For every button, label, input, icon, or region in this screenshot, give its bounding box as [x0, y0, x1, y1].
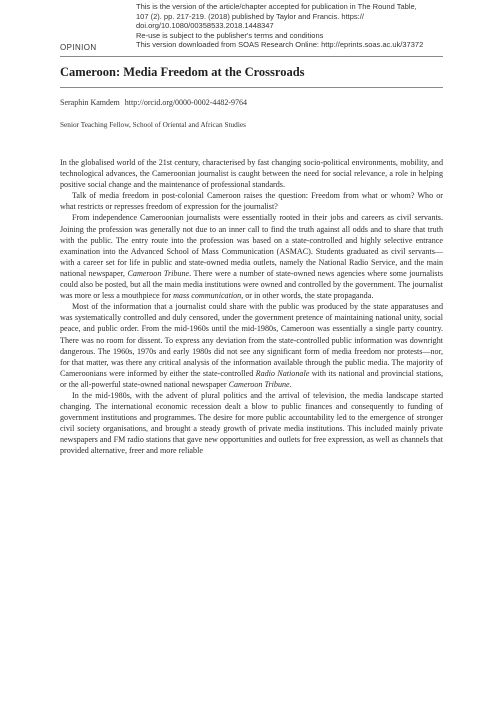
title-rule [60, 87, 443, 88]
paragraph-text: with its national and provincial stations, or the all-powerful state-owned national newspaper [60, 368, 444, 389]
paragraph-2: Talk of media freedom in post-colonial Cameroon raises the question: Freedom from what or whom? Who or what restricts or represses freedom of expression for the journalist? [60, 191, 443, 212]
notice-doi-link[interactable]: doi.org/10.1080/00358533.2018.1448347 [136, 21, 274, 31]
header-rule [60, 56, 443, 57]
paragraph-5: In the mid-1980s, with the advent of plural politics and the arrival of television, the media landscape started changing. The international economic recession dealt a blow to public finances and consequently to funding of government institutions and programmes. The desire for more public accountability led to the emergence of stronger civil society organisations, and brought a steady growth of private media institutions. This included mainly private newspapers and FM radio stations that gave new opportunities and outlets for free expression, as well as channels that provided alternative, freer and more reliable [60, 390, 443, 456]
notice-line: Re-use is subject to the publisher's terms and conditions [136, 30, 324, 40]
author-line [60, 98, 247, 107]
notice-line: This is the version of the article/chapter accepted for publication in The Round Table, [136, 2, 417, 11]
publication-name: Radio Nationale [255, 368, 310, 378]
paragraph-text: . There were a number of state-owned news agencies where some journalists could also be posted, but all the main media institutions were owned and controlled by the government. The journalist was more or less a mouthpiece for [60, 268, 443, 301]
paragraph-text: From independence Cameroonian journalists were essentially rooted in their jobs and careers as civil servants. Joining the profession was generally not due to an inner call to find the truth against all odds and to share that truth with the public. The entry route into the profession was based on a state-controlled and highly selective entrance examination into the Advanced School of Mass Communication (ASMAC). Students graduated as civil servants—with a career set for life in public and state-owned media outlets, namely the National Radio Service, and the main national newspaper, [60, 213, 443, 278]
article-body [60, 157, 443, 457]
paragraph-text: Most of the information that a journalist could share with the public was produced by the state apparatuses and was systematically controlled and duly censored, under the government pretence of maintaining national unity, social peace, and public order. From the mid-1960s until the mid-1980s, Cameroon was essentially a single party country. There was no room for dissent. To express any deviation from the state-controlled public information was downright dangerous. The 1960s, 1970s and early 1980s did not see any significant form of media freedom nor protests—nor, for that matter, was there any critical analysis of the information available through the public media. The majority of Cameroonians were informed by either the state-controlled [60, 302, 443, 378]
publication-name: Cameroon Tribune [127, 268, 190, 278]
publication-notice [136, 2, 488, 50]
orcid-link[interactable]: http://orcid.org/0000-0002-4482-9764 [124, 98, 248, 107]
paragraph-text: . [289, 379, 292, 389]
paragraph-text: , or in other words, the state propaganda. [241, 291, 374, 301]
notice-repository-link[interactable]: This version downloaded from SOAS Research Online: http://eprints.soas.ac.uk/37372 [136, 40, 424, 50]
paragraph-1: In the globalised world of the 21st century, characterised by fast changing socio-political environments, mobility, and technological advances, the Cameroonian journalist is caught between the need for social relevance, a role in helping positive social change and the maintenance of professional standards. [60, 158, 443, 190]
paragraph-3 [60, 212, 443, 301]
paragraph-4 [60, 301, 443, 390]
author-name: Seraphin Kamdem [60, 98, 120, 107]
article-title: Cameroon: Media Freedom at the Crossroads [60, 65, 305, 79]
emphasis-term: mass communication [173, 291, 242, 301]
section-label: OPINION [60, 43, 97, 52]
notice-line: 107 (2). pp. 217-219. (2018) published by Taylor and Francis. https:// [136, 11, 364, 21]
publication-name: Cameroon Tribune [228, 379, 290, 389]
author-affiliation: Senior Teaching Fellow, School of Oriental and African Studies [60, 120, 246, 129]
